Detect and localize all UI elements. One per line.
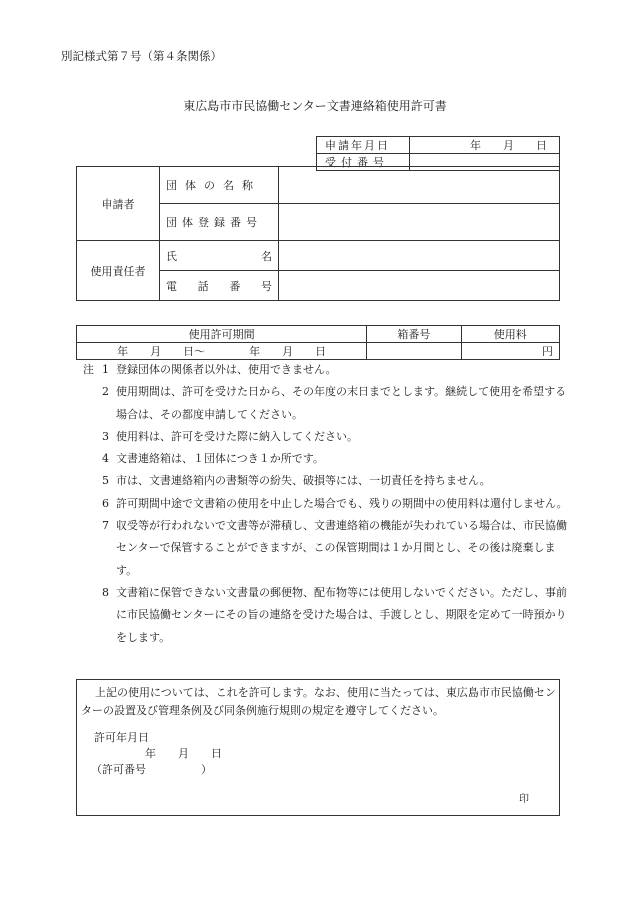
notes-section bbox=[76, 359, 572, 649]
applicant-group-label: 申請者 bbox=[77, 167, 160, 241]
tel-label-char: 番 bbox=[229, 279, 241, 293]
note-text: 使用料は、許可を受けた際に納入してください。 bbox=[116, 429, 358, 443]
box-number-header: 箱番号 bbox=[367, 326, 461, 343]
note-number: 3 bbox=[102, 429, 109, 443]
notes-head: 注 bbox=[83, 363, 94, 376]
permission-statement: 上記の使用については、これを許可します。なお、使用に当たっては、東広島市市民協働センターの設置及び管理条例及び同条例施行規則の規定を遵守してください。 bbox=[81, 686, 556, 717]
permit-date-field[interactable]: 年 月 日 bbox=[145, 747, 222, 760]
tel-label-char: 電 bbox=[166, 279, 177, 293]
tel-field[interactable] bbox=[279, 271, 560, 301]
period-header: 使用許可期間 bbox=[77, 326, 367, 343]
fee-field[interactable]: 円 bbox=[461, 343, 559, 360]
note-number: 5 bbox=[102, 474, 109, 488]
form-id: 別記様式第７号（第４条関係） bbox=[61, 49, 222, 63]
note-item bbox=[76, 582, 572, 649]
note-item bbox=[76, 359, 572, 381]
note-number: 1 bbox=[102, 363, 109, 376]
note-text: 登録団体の関係者以外は、使用できません。 bbox=[116, 363, 337, 376]
note-text: 文書箱に保管できない文書量の郵便物、配布物等には使用しないでください。ただし、事前に市民協働センターにその旨の連絡を受けた場合は、手渡しとし、期限を定めて一時預かりをします。 bbox=[116, 585, 567, 644]
application-date-field[interactable]: 年 月 日 bbox=[410, 137, 560, 154]
note-item bbox=[76, 381, 572, 426]
note-number: 4 bbox=[102, 452, 109, 466]
name-label bbox=[160, 241, 279, 271]
tel-label-char: 話 bbox=[197, 279, 209, 293]
note-item bbox=[76, 426, 572, 448]
org-name-field[interactable] bbox=[279, 167, 560, 204]
org-registration-field[interactable] bbox=[279, 204, 560, 241]
box-number-field[interactable] bbox=[367, 343, 461, 360]
permit-date-label: 許可年月日 bbox=[94, 731, 149, 744]
applicant-table bbox=[76, 166, 560, 301]
note-number: 7 bbox=[102, 519, 109, 533]
fee-header: 使用料 bbox=[461, 326, 559, 343]
org-registration-label: 団体登録番号 bbox=[160, 204, 279, 241]
note-number: 2 bbox=[102, 385, 109, 399]
name-label-2: 名 bbox=[261, 249, 272, 263]
note-item bbox=[76, 448, 572, 470]
tel-label-char: 号 bbox=[260, 279, 272, 293]
note-text: 許可期間中途で文書箱の使用を中止した場合でも、残りの期間中の使用料は還付しません。 bbox=[116, 496, 568, 510]
permission-box bbox=[76, 679, 560, 816]
org-name-label: 団体の名称 bbox=[160, 167, 279, 204]
permit-number-field[interactable]: （許可番号 ） bbox=[91, 763, 212, 776]
document-title: 東広島市市民協働センター文書連絡箱使用許可書 bbox=[183, 99, 447, 113]
note-text: 使用期間は、許可を受けた日から、その年度の末日までとします。継続して使用を希望する場合は、その都度申請してください。 bbox=[116, 385, 567, 421]
note-number: 6 bbox=[102, 496, 109, 510]
note-text: 文書連絡箱は、１団体につき１か所です。 bbox=[116, 452, 324, 466]
tel-label bbox=[160, 271, 279, 301]
name-field[interactable] bbox=[279, 241, 560, 271]
period-field[interactable]: 年 月 日～ 年 月 日 bbox=[77, 343, 367, 360]
name-label-1: 氏 bbox=[166, 249, 177, 263]
note-item bbox=[76, 470, 572, 492]
note-item bbox=[76, 493, 572, 515]
application-date-label: 申請年月日 bbox=[317, 137, 410, 154]
period-table bbox=[76, 325, 560, 360]
note-text: 市は、文書連絡箱内の書類等の紛失、破損等には、一切責任を持ちません。 bbox=[116, 474, 491, 488]
note-item bbox=[76, 515, 572, 582]
responsible-group-label: 使用責任者 bbox=[77, 241, 160, 301]
note-text: 収受等が行われないで文書等が滞積し、文書連絡箱の機能が失われている場合は、市民協働センターで保管することができますが、この保管期間は１か月間とし、その後は廃棄します。 bbox=[116, 519, 567, 577]
note-number: 8 bbox=[102, 585, 109, 599]
seal-mark: 印 bbox=[519, 794, 529, 805]
receipt-number-label: 受付番号 bbox=[317, 154, 410, 171]
